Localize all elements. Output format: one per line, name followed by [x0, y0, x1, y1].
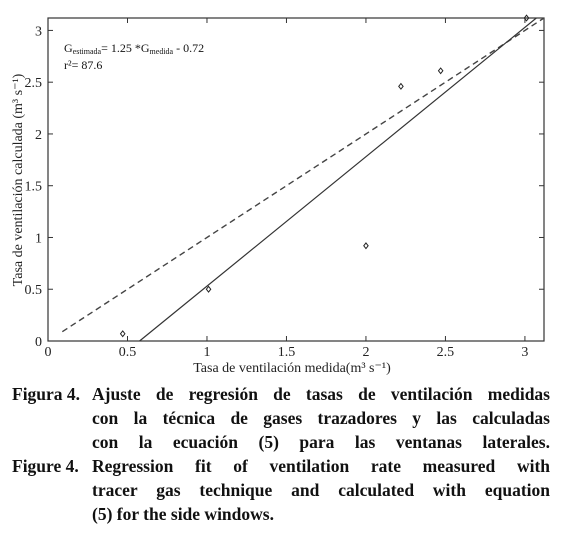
data-point [206, 286, 210, 292]
caption-spanish-line-2: con la técnica de gases trazadores y las calculadas [92, 408, 550, 428]
caption-spanish-line-1: Ajuste de regresión de tasas de ventilación medidas [92, 384, 550, 404]
y-tick-label: 3 [35, 24, 42, 40]
caption-english-line-2: tracer gas technique and calculated with equation [92, 480, 550, 500]
caption-english [0, 454, 564, 526]
x-tick-label: 2.5 [436, 345, 455, 360]
y-tick-label: 1 [35, 231, 42, 247]
r-squared-annotation: r²= 87.6 [64, 58, 103, 72]
caption-english-line-1: Regression fit of ventilation rate measured with [92, 456, 550, 476]
y-tick-label: 2 [35, 127, 42, 143]
fit-lines [62, 18, 544, 341]
data-point [438, 68, 442, 74]
x-tick-label: 0 [44, 345, 52, 360]
x-tick-label: 0.5 [118, 345, 137, 360]
x-axis-title: Tasa de ventilación medida(m³ s⁻¹) [193, 361, 391, 376]
data-point [399, 84, 403, 90]
reference-line-dashed [62, 18, 544, 332]
caption-english-head: Figure 4. [12, 456, 79, 476]
y-tick-label: 2.5 [24, 76, 42, 92]
x-tick-label: 1 [203, 345, 211, 360]
y-tick-label: 1.5 [24, 179, 42, 195]
caption-spanish-line-3: con la ecuación (5) para las ventanas laterales. [92, 432, 550, 452]
data-point [121, 331, 125, 337]
equation-annotation: Gestimada= 1.25 *Gmedida - 0.72 [64, 41, 205, 56]
x-tick-label: 1.5 [277, 345, 296, 360]
caption-english-line-3: (5) for the side windows. [92, 504, 274, 524]
data-points [121, 15, 529, 336]
data-point [364, 243, 368, 249]
caption-spanish [0, 382, 564, 454]
x-tick-label: 3 [521, 345, 529, 360]
x-axis-ticks [45, 18, 529, 360]
figure-caption [0, 382, 564, 526]
x-tick-label: 2 [362, 345, 370, 360]
y-tick-label: 0.5 [24, 283, 42, 299]
y-tick-label: 0 [35, 335, 42, 350]
caption-spanish-head: Figura 4. [12, 384, 81, 404]
y-axis-title: Tasa de ventilación calculada (m³ s⁻¹) [11, 73, 26, 287]
regression-line [140, 18, 537, 341]
